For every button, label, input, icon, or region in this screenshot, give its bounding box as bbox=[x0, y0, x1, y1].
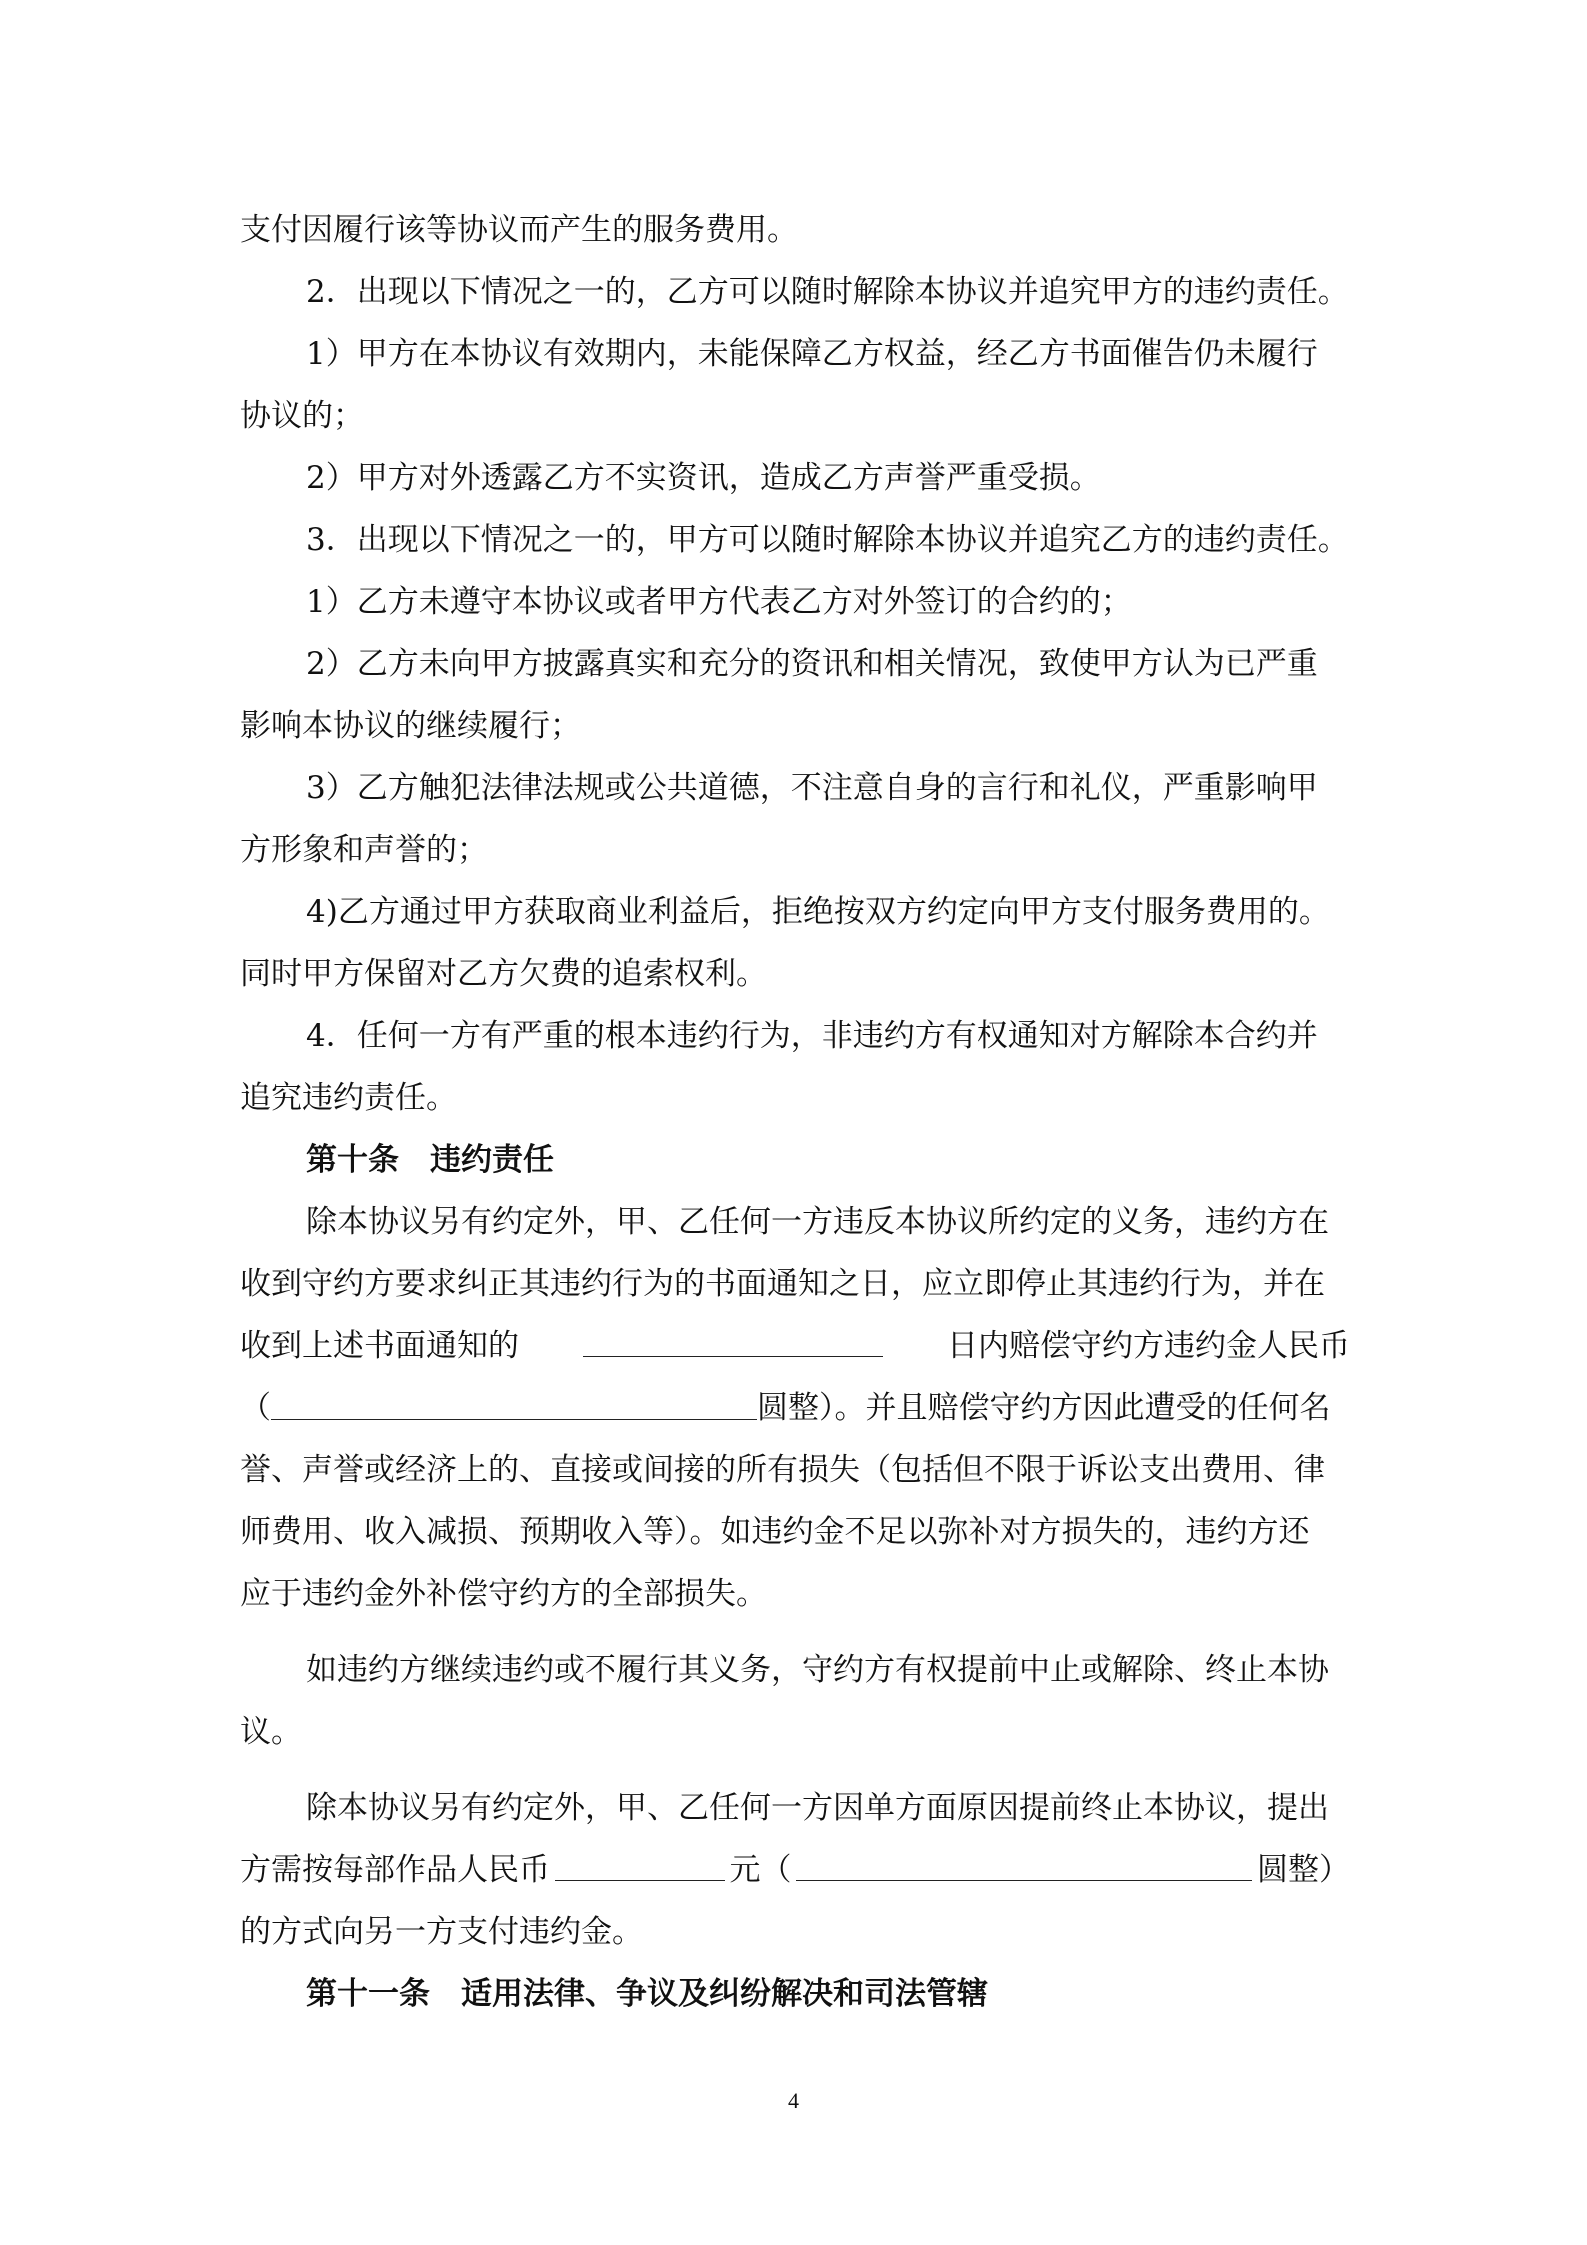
paragraph-line: 4)乙方通过甲方获取商业利益后，拒绝按双方约定向甲方支付服务费用的。 bbox=[306, 894, 1330, 930]
paragraph-line: 议。 bbox=[240, 1714, 302, 1750]
paragraph-line: 收到守约方要求纠正其违约行为的书面通知之日，应立即停止其违约行为，并在 bbox=[240, 1266, 1325, 1302]
paragraph-line: 2．出现以下情况之一的，乙方可以随时解除本协议并追究甲方的违约责任。 bbox=[306, 274, 1349, 310]
paragraph-line: 2）甲方对外透露乙方不实资讯，造成乙方声誉严重受损。 bbox=[306, 460, 1101, 496]
blank-price-field[interactable] bbox=[555, 1850, 725, 1881]
paragraph-line: 协议的； bbox=[240, 398, 364, 434]
paragraph-line: 应于违约金外补偿守约方的全部损失。 bbox=[240, 1576, 767, 1612]
article-11-heading: 第十一条 适用法律、争议及纠纷解决和司法管辖 bbox=[306, 1976, 988, 2012]
text-segment: 方需按每部作品人民币 bbox=[240, 1852, 550, 1888]
paragraph-line: 除本协议另有约定外，甲、乙任何一方因单方面原因提前终止本协议，提出 bbox=[306, 1790, 1329, 1826]
paragraph-line: 除本协议另有约定外，甲、乙任何一方违反本协议所约定的义务，违约方在 bbox=[306, 1204, 1329, 1240]
paragraph-line: 追究违约责任。 bbox=[240, 1080, 457, 1116]
text-segment: 圆整）。并且赔偿守约方因此遭受的任何名 bbox=[757, 1390, 1331, 1426]
paragraph-line: 1）甲方在本协议有效期内，未能保障乙方权益，经乙方书面催告仍未履行 bbox=[306, 336, 1318, 372]
paragraph-line: 2）乙方未向甲方披露真实和充分的资讯和相关情况，致使甲方认为已严重 bbox=[306, 646, 1318, 682]
paragraph-line-with-blank bbox=[240, 1326, 1350, 1366]
text-segment: 日内赔偿守约方违约金人民币 bbox=[947, 1328, 1350, 1364]
article-10-heading: 第十条 违约责任 bbox=[306, 1142, 554, 1178]
paragraph-line: 誉、声誉或经济上的、直接或间接的所有损失（包括但不限于诉讼支出费用、律 bbox=[240, 1452, 1325, 1488]
text-segment: 收到上述书面通知的 bbox=[240, 1328, 519, 1364]
text-segment: 元（ bbox=[729, 1852, 792, 1888]
paragraph-line: 4．任何一方有严重的根本违约行为，非违约方有权通知对方解除本合约并 bbox=[306, 1018, 1318, 1054]
paragraph-line: 1）乙方未遵守本协议或者甲方代表乙方对外签订的合约的； bbox=[306, 584, 1132, 620]
blank-days-field[interactable] bbox=[583, 1326, 883, 1357]
paragraph-line: 3．出现以下情况之一的，甲方可以随时解除本协议并追究乙方的违约责任。 bbox=[306, 522, 1349, 558]
paragraph-line: 支付因履行该等协议而产生的服务费用。 bbox=[240, 212, 798, 248]
paragraph-line: 方形象和声誉的； bbox=[240, 832, 488, 868]
blank-price-capital-field[interactable] bbox=[796, 1850, 1252, 1881]
paragraph-line: 影响本协议的继续履行； bbox=[240, 708, 581, 744]
paragraph-line-with-blank bbox=[240, 1850, 1350, 1890]
blank-amount-field[interactable] bbox=[271, 1389, 757, 1420]
text-segment: （ bbox=[240, 1390, 271, 1426]
paragraph-line: 如违约方继续违约或不履行其义务，守约方有权提前中止或解除、终止本协 bbox=[306, 1652, 1329, 1688]
paragraph-line-with-blank bbox=[240, 1388, 1350, 1428]
text-segment: 圆整） bbox=[1257, 1852, 1350, 1888]
paragraph-line: 3）乙方触犯法律法规或公共道德，不注意自身的言行和礼仪，严重影响甲 bbox=[306, 770, 1318, 806]
paragraph-line: 师费用、收入减损、预期收入等）。如违约金不足以弥补对方损失的，违约方还 bbox=[240, 1514, 1310, 1550]
page-number: 4 bbox=[788, 2088, 799, 2113]
paragraph-line: 的方式向另一方支付违约金。 bbox=[240, 1914, 643, 1950]
paragraph-line: 同时甲方保留对乙方欠费的追索权利。 bbox=[240, 956, 767, 992]
